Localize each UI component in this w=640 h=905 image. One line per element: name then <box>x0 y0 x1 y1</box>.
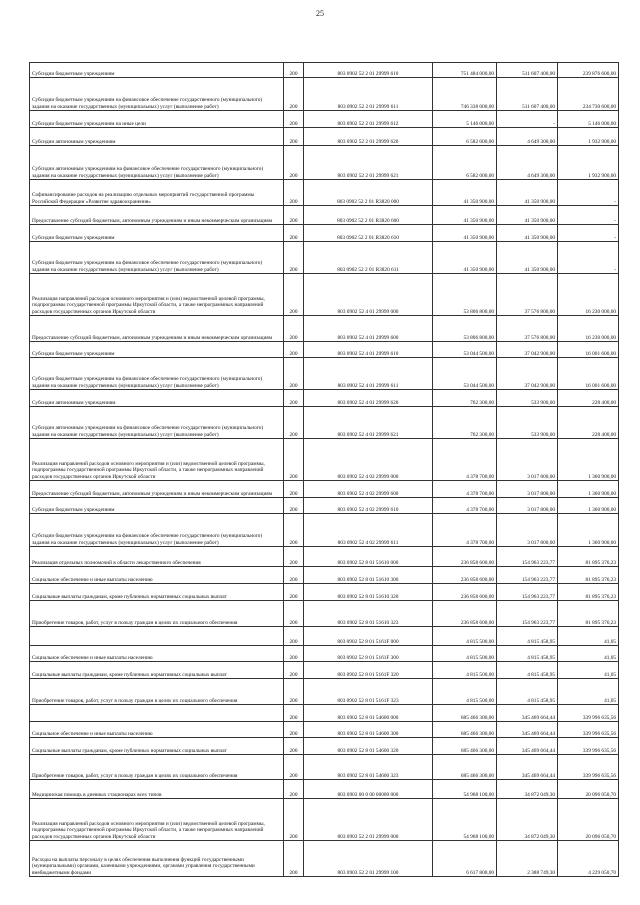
row-code-cell: 803 0902 52 8 01 54600 320 <box>304 738 433 755</box>
row-name-cell: Предоставление субсидий бюджетным, автономным учреждениям и иным некоммерческим организациям <box>30 481 284 498</box>
page-number: 25 <box>316 9 324 18</box>
row-code-cell: 803 0902 52 4 02 29999 600 <box>304 481 433 498</box>
row-executed-amount-cell: 3 017 800,00 <box>497 481 558 498</box>
row-approved-amount-cell: 236 858 600,00 <box>433 547 497 567</box>
row-code-cell: 803 0902 52 4 01 29999 620 <box>304 390 433 407</box>
row-remaining-amount-cell: - <box>558 206 619 225</box>
row-kvsr-cell: 200 <box>284 567 304 584</box>
table-row <box>30 705 619 722</box>
row-executed-amount-cell: 3 017 800,00 <box>497 498 558 514</box>
row-kvsr-cell: 200 <box>284 705 304 722</box>
row-executed-amount-cell: 345 469 664,44 <box>497 738 558 755</box>
row-kvsr-cell: 200 <box>284 514 304 547</box>
row-kvsr-cell: 200 <box>284 128 304 146</box>
row-executed-amount-cell: 345 469 664,44 <box>497 722 558 738</box>
row-executed-amount-cell: 4 649 300,00 <box>497 128 558 146</box>
table-row <box>30 63 619 78</box>
row-executed-amount-cell: 37 576 800,00 <box>497 316 558 342</box>
table-row <box>30 390 619 407</box>
row-remaining-amount-cell: 1 360 900,00 <box>558 439 619 481</box>
row-name-cell: Субсидии бюджетным учреждениям на финансовое обеспечение государственного (муниципального) задания на оказание государственных (муниципальных) услуг (выполнение работ) <box>30 242 284 274</box>
row-code-cell: 803 0902 52 2 01 R3820 611 <box>304 242 433 274</box>
row-executed-amount-cell: - <box>497 111 558 128</box>
row-name-cell: Субсидии бюджетным учреждениям на финансовое обеспечение государственного (муниципального) задания на оказание государственных (муниципальных) услуг (выполнение работ) <box>30 514 284 547</box>
row-kvsr-cell: 200 <box>284 180 304 206</box>
row-code-cell: 803 0902 52 8 01 54600 323 <box>304 755 433 780</box>
row-name-cell: Реализация направлений расходов основного мероприятия и (или) ведомственной целевой программы, подпрограммы государственной программы Иркутской области, а также непрограммных направлений расходов государственных органов Иркутской области <box>30 439 284 481</box>
row-executed-amount-cell: 345 469 664,44 <box>497 705 558 722</box>
row-approved-amount-cell: 4 815 500,00 <box>433 627 497 646</box>
row-approved-amount-cell: 41 350 900,00 <box>433 242 497 274</box>
row-remaining-amount-cell: 239 876 600,00 <box>558 63 619 78</box>
row-remaining-amount-cell: 81 895 376,23 <box>558 547 619 567</box>
row-name-cell: Социальные выплаты гражданам, кроме публичных нормативных социальных выплат <box>30 738 284 755</box>
row-approved-amount-cell: 236 858 600,00 <box>433 584 497 601</box>
row-kvsr-cell: 200 <box>284 627 304 646</box>
row-kvsr-cell: 200 <box>284 342 304 358</box>
row-approved-amount-cell: 41 350 900,00 <box>433 206 497 225</box>
row-code-cell: 803 0902 52 2 01 R3820 000 <box>304 180 433 206</box>
row-approved-amount-cell: 54 968 100,00 <box>433 780 497 799</box>
row-name-cell: Субсидии бюджетным учреждениям <box>30 342 284 358</box>
row-kvsr-cell: 200 <box>284 646 304 662</box>
row-remaining-amount-cell: 20 096 050,70 <box>558 799 619 841</box>
row-kvsr-cell: 200 <box>284 358 304 390</box>
table-row <box>30 601 619 627</box>
table-row <box>30 316 619 342</box>
row-name-cell: Приобретение товаров, работ, услуг в пользу граждан в целях их социального обеспечения <box>30 601 284 627</box>
row-code-cell: 803 0902 52 2 01 29999 611 <box>304 78 433 111</box>
row-kvsr-cell: 200 <box>284 78 304 111</box>
row-approved-amount-cell: 41 350 900,00 <box>433 180 497 206</box>
row-kvsr-cell: 200 <box>284 679 304 705</box>
row-executed-amount-cell: 3 017 800,00 <box>497 514 558 547</box>
row-executed-amount-cell: 41 350 900,00 <box>497 206 558 225</box>
row-kvsr-cell: 200 <box>284 146 304 180</box>
row-approved-amount-cell: 53 806 800,00 <box>433 274 497 316</box>
row-executed-amount-cell: 37 042 900,00 <box>497 342 558 358</box>
table-row <box>30 722 619 738</box>
row-name-cell: Субсидии бюджетным учреждениям на иные цели <box>30 111 284 128</box>
row-remaining-amount-cell: 41,05 <box>558 627 619 646</box>
row-approved-amount-cell: 6 617 800,00 <box>433 841 497 877</box>
row-kvsr-cell: 200 <box>284 316 304 342</box>
row-name-cell: Софинансирование расходов на реализацию отдельных мероприятий государственной программы Российской Федерации «Развитие здравоохранения» <box>30 180 284 206</box>
row-name-cell: Расходы на выплаты персоналу в целях обеспечения выполнения функций государственными (муниципальными) органами, казенными учреждениями, органами управления государственными внебюджетными фондами <box>30 841 284 877</box>
row-code-cell: 803 0902 52 8 01 51610 000 <box>304 547 433 567</box>
row-executed-amount-cell: 37 042 900,00 <box>497 358 558 390</box>
row-executed-amount-cell: 2 388 749,30 <box>497 841 558 877</box>
row-name-cell: Социальное обеспечение и иные выплаты населению <box>30 646 284 662</box>
row-approved-amount-cell: 685 466 300,00 <box>433 738 497 755</box>
row-name-cell: Реализация направлений расходов основного мероприятия и (или) ведомственной целевой программы, подпрограммы государственной программы Иркутской области, а также непрограммных направлений расходов государственных органов Иркутской области <box>30 274 284 316</box>
row-kvsr-cell: 200 <box>284 841 304 877</box>
table-row <box>30 111 619 128</box>
table-row <box>30 584 619 601</box>
row-name-cell <box>30 705 284 722</box>
row-remaining-amount-cell: 16 001 600,00 <box>558 342 619 358</box>
row-remaining-amount-cell: 339 996 635,56 <box>558 722 619 738</box>
budget-table-container <box>29 62 618 877</box>
row-name-cell: Субсидии автономным учреждениям <box>30 128 284 146</box>
table-row <box>30 439 619 481</box>
row-kvsr-cell: 200 <box>284 242 304 274</box>
row-remaining-amount-cell: 339 996 635,56 <box>558 738 619 755</box>
row-remaining-amount-cell: 81 895 376,23 <box>558 584 619 601</box>
row-code-cell: 803 0903 52 2 01 29999 000 <box>304 799 433 841</box>
row-approved-amount-cell: 41 350 900,00 <box>433 225 497 242</box>
row-remaining-amount-cell: 234 730 600,00 <box>558 78 619 111</box>
row-code-cell: 803 0902 52 8 01 5161F 323 <box>304 679 433 705</box>
table-row <box>30 128 619 146</box>
table-row <box>30 780 619 799</box>
budget-table <box>29 62 619 877</box>
row-remaining-amount-cell: 1 360 900,00 <box>558 514 619 547</box>
table-row <box>30 514 619 547</box>
row-name-cell: Социальные выплаты гражданам, кроме публичных нормативных социальных выплат <box>30 662 284 679</box>
row-remaining-amount-cell: 4 229 050,70 <box>558 841 619 877</box>
row-code-cell: 803 0902 52 8 01 51610 323 <box>304 601 433 627</box>
row-kvsr-cell: 200 <box>284 662 304 679</box>
table-row <box>30 481 619 498</box>
row-name-cell: Социальные выплаты гражданам, кроме публичных нормативных социальных выплат <box>30 584 284 601</box>
table-row <box>30 498 619 514</box>
row-approved-amount-cell: 5 146 000,00 <box>433 111 497 128</box>
row-remaining-amount-cell: 16 230 000,00 <box>558 316 619 342</box>
row-remaining-amount-cell: - <box>558 225 619 242</box>
row-kvsr-cell: 200 <box>284 390 304 407</box>
row-approved-amount-cell: 751 484 000,00 <box>433 63 497 78</box>
row-name-cell: Предоставление субсидий бюджетным, автономным учреждениям и иным некоммерческим организациям <box>30 316 284 342</box>
row-kvsr-cell: 200 <box>284 722 304 738</box>
budget-table-body <box>30 63 619 877</box>
row-remaining-amount-cell: 16 230 000,00 <box>558 274 619 316</box>
row-executed-amount-cell: 154 963 223,77 <box>497 547 558 567</box>
row-remaining-amount-cell: 1 360 900,00 <box>558 481 619 498</box>
row-name-cell: Субсидии бюджетным учреждениям на финансовое обеспечение государственного (муниципального) задания на оказание государственных (муниципальных) услуг (выполнение работ) <box>30 78 284 111</box>
row-approved-amount-cell: 53 806 800,00 <box>433 316 497 342</box>
row-approved-amount-cell: 4 378 700,00 <box>433 439 497 481</box>
row-executed-amount-cell: 533 900,00 <box>497 390 558 407</box>
table-row <box>30 646 619 662</box>
row-approved-amount-cell: 4 378 700,00 <box>433 514 497 547</box>
row-remaining-amount-cell: - <box>558 242 619 274</box>
row-remaining-amount-cell: 16 001 600,00 <box>558 358 619 390</box>
row-code-cell: 803 0902 52 4 01 29999 611 <box>304 358 433 390</box>
row-name-cell: Реализация направлений расходов основного мероприятия и (или) ведомственной целевой программы, подпрограммы государственной программы Иркутской области, а также непрограммных направлений расходов государственных органов Иркутской области <box>30 799 284 841</box>
row-approved-amount-cell: 4 815 500,00 <box>433 662 497 679</box>
row-name-cell: Приобретение товаров, работ, услуг в пользу граждан в целях их социального обеспечения <box>30 679 284 705</box>
row-kvsr-cell: 200 <box>284 111 304 128</box>
row-executed-amount-cell: 154 963 223,77 <box>497 584 558 601</box>
row-approved-amount-cell: 54 968 100,00 <box>433 799 497 841</box>
row-name-cell: Социальное обеспечение и иные выплаты населению <box>30 722 284 738</box>
row-approved-amount-cell: 236 858 600,00 <box>433 601 497 627</box>
row-approved-amount-cell: 762 300,00 <box>433 390 497 407</box>
row-executed-amount-cell: 511 607 400,00 <box>497 63 558 78</box>
row-approved-amount-cell: 53 044 500,00 <box>433 342 497 358</box>
row-code-cell: 803 0902 52 8 01 51610 300 <box>304 567 433 584</box>
row-name-cell: Предоставление субсидий бюджетным, автономным учреждениям и иным некоммерческим организациям <box>30 206 284 225</box>
row-remaining-amount-cell: 41,05 <box>558 662 619 679</box>
row-kvsr-cell: 200 <box>284 206 304 225</box>
row-code-cell: 803 0902 52 4 01 29999 600 <box>304 316 433 342</box>
row-executed-amount-cell: 4 815 458,95 <box>497 646 558 662</box>
table-row <box>30 547 619 567</box>
table-row <box>30 662 619 679</box>
row-name-cell: Субсидии бюджетным учреждениям <box>30 225 284 242</box>
row-executed-amount-cell: 34 872 049,30 <box>497 799 558 841</box>
row-executed-amount-cell: 41 350 900,00 <box>497 180 558 206</box>
row-code-cell: 803 0902 52 4 02 29999 000 <box>304 439 433 481</box>
table-row <box>30 407 619 439</box>
row-remaining-amount-cell: 5 146 000,00 <box>558 111 619 128</box>
row-remaining-amount-cell: 41,05 <box>558 646 619 662</box>
table-row <box>30 679 619 705</box>
table-row <box>30 225 619 242</box>
row-executed-amount-cell: 154 963 223,77 <box>497 601 558 627</box>
row-executed-amount-cell: 4 649 300,00 <box>497 146 558 180</box>
row-approved-amount-cell: 6 582 000,00 <box>433 146 497 180</box>
row-remaining-amount-cell: 81 895 376,23 <box>558 601 619 627</box>
row-code-cell: 803 0902 52 8 01 5161F 000 <box>304 627 433 646</box>
row-code-cell: 803 0902 52 2 01 29999 610 <box>304 63 433 78</box>
row-approved-amount-cell: 53 044 500,00 <box>433 358 497 390</box>
row-approved-amount-cell: 685 466 300,00 <box>433 755 497 780</box>
row-executed-amount-cell: 41 350 900,00 <box>497 225 558 242</box>
row-executed-amount-cell: 34 872 049,30 <box>497 780 558 799</box>
row-name-cell <box>30 627 284 646</box>
row-approved-amount-cell: 4 378 700,00 <box>433 481 497 498</box>
row-code-cell: 803 0902 52 2 01 R3820 610 <box>304 225 433 242</box>
row-code-cell: 803 0902 52 8 01 54600 300 <box>304 722 433 738</box>
row-executed-amount-cell: 3 017 800,00 <box>497 439 558 481</box>
table-row <box>30 567 619 584</box>
row-kvsr-cell: 200 <box>284 498 304 514</box>
table-row <box>30 180 619 206</box>
row-kvsr-cell: 200 <box>284 274 304 316</box>
row-remaining-amount-cell: 339 996 635,56 <box>558 755 619 780</box>
row-name-cell: Социальное обеспечение и иные выплаты населению <box>30 567 284 584</box>
table-row <box>30 841 619 877</box>
row-remaining-amount-cell: 228 400,00 <box>558 390 619 407</box>
row-kvsr-cell: 200 <box>284 439 304 481</box>
row-executed-amount-cell: 41 350 900,00 <box>497 242 558 274</box>
row-kvsr-cell: 200 <box>284 738 304 755</box>
row-executed-amount-cell: 533 900,00 <box>497 407 558 439</box>
row-name-cell: Субсидии автономным учреждениям на финансовое обеспечение государственного (муниципального) задания на оказание государственных (муниципальных) услуг (выполнение работ) <box>30 407 284 439</box>
row-remaining-amount-cell: 41,05 <box>558 679 619 705</box>
row-name-cell: Приобретение товаров, работ, услуг в пользу граждан в целях их социального обеспечения <box>30 755 284 780</box>
row-code-cell: 803 0902 52 2 01 29999 612 <box>304 111 433 128</box>
row-executed-amount-cell: 4 815 458,95 <box>497 679 558 705</box>
row-approved-amount-cell: 4 378 700,00 <box>433 498 497 514</box>
row-remaining-amount-cell: - <box>558 180 619 206</box>
row-kvsr-cell: 200 <box>284 481 304 498</box>
row-code-cell: 803 0902 52 4 01 29999 621 <box>304 407 433 439</box>
row-name-cell: Субсидии бюджетным учреждениям <box>30 498 284 514</box>
row-code-cell: 803 0903 00 0 00 00000 000 <box>304 780 433 799</box>
row-name-cell: Субсидии автономным учреждениям <box>30 390 284 407</box>
table-row <box>30 755 619 780</box>
row-code-cell: 803 0902 52 8 01 51610 320 <box>304 584 433 601</box>
row-kvsr-cell: 200 <box>284 780 304 799</box>
row-code-cell: 803 0902 52 4 01 29999 610 <box>304 342 433 358</box>
row-remaining-amount-cell: 228 400,00 <box>558 407 619 439</box>
row-approved-amount-cell: 685 466 300,00 <box>433 722 497 738</box>
row-executed-amount-cell: 4 815 458,95 <box>497 627 558 646</box>
row-executed-amount-cell: 4 815 458,95 <box>497 662 558 679</box>
row-code-cell: 803 0902 52 4 02 29999 610 <box>304 498 433 514</box>
row-name-cell: Медицинская помощь в дневных стационарах всех типов <box>30 780 284 799</box>
table-row <box>30 274 619 316</box>
row-remaining-amount-cell: 339 996 635,56 <box>558 705 619 722</box>
row-kvsr-cell: 200 <box>284 601 304 627</box>
table-row <box>30 78 619 111</box>
row-remaining-amount-cell: 1 932 900,00 <box>558 128 619 146</box>
row-executed-amount-cell: 511 607 400,00 <box>497 78 558 111</box>
row-kvsr-cell: 200 <box>284 63 304 78</box>
row-kvsr-cell: 200 <box>284 547 304 567</box>
row-code-cell: 803 0902 52 2 01 R3820 600 <box>304 206 433 225</box>
row-approved-amount-cell: 685 466 300,00 <box>433 705 497 722</box>
row-code-cell: 803 0902 52 8 01 54600 000 <box>304 705 433 722</box>
row-code-cell: 803 0903 52 2 01 29999 100 <box>304 841 433 877</box>
row-code-cell: 803 0902 52 4 01 29999 000 <box>304 274 433 316</box>
row-remaining-amount-cell: 20 096 050,70 <box>558 780 619 799</box>
row-code-cell: 803 0902 52 4 02 29999 611 <box>304 514 433 547</box>
table-row <box>30 342 619 358</box>
row-approved-amount-cell: 4 815 500,00 <box>433 679 497 705</box>
row-code-cell: 803 0902 52 8 01 5161F 320 <box>304 662 433 679</box>
table-row <box>30 206 619 225</box>
row-executed-amount-cell: 345 469 664,44 <box>497 755 558 780</box>
row-name-cell: Субсидии бюджетным учреждениям на финансовое обеспечение государственного (муниципального) задания на оказание государственных (муниципальных) услуг (выполнение работ) <box>30 358 284 390</box>
row-code-cell: 803 0902 52 2 01 29999 621 <box>304 146 433 180</box>
row-name-cell: Реализация отдельных полномочий в области лекарственного обеспечения <box>30 547 284 567</box>
row-code-cell: 803 0902 52 8 01 5161F 300 <box>304 646 433 662</box>
row-approved-amount-cell: 236 858 600,00 <box>433 567 497 584</box>
row-approved-amount-cell: 762 300,00 <box>433 407 497 439</box>
row-kvsr-cell: 200 <box>284 799 304 841</box>
table-row <box>30 242 619 274</box>
row-approved-amount-cell: 6 582 000,00 <box>433 128 497 146</box>
row-name-cell: Субсидии автономным учреждениям на финансовое обеспечение государственного (муниципального) задания на оказание государственных (муниципальных) услуг (выполнение работ) <box>30 146 284 180</box>
table-row <box>30 358 619 390</box>
row-code-cell: 803 0902 52 2 01 29999 620 <box>304 128 433 146</box>
row-kvsr-cell: 200 <box>284 225 304 242</box>
row-remaining-amount-cell: 81 895 376,23 <box>558 567 619 584</box>
row-executed-amount-cell: 154 963 223,77 <box>497 567 558 584</box>
row-remaining-amount-cell: 1 360 900,00 <box>558 498 619 514</box>
table-row <box>30 799 619 841</box>
row-approved-amount-cell: 4 815 500,00 <box>433 646 497 662</box>
row-remaining-amount-cell: 1 932 900,00 <box>558 146 619 180</box>
table-row <box>30 627 619 646</box>
table-row <box>30 738 619 755</box>
row-kvsr-cell: 200 <box>284 755 304 780</box>
row-approved-amount-cell: 746 338 000,00 <box>433 78 497 111</box>
row-name-cell: Субсидии бюджетным учреждениям <box>30 63 284 78</box>
row-kvsr-cell: 200 <box>284 584 304 601</box>
row-executed-amount-cell: 37 576 800,00 <box>497 274 558 316</box>
table-row <box>30 146 619 180</box>
row-kvsr-cell: 200 <box>284 407 304 439</box>
